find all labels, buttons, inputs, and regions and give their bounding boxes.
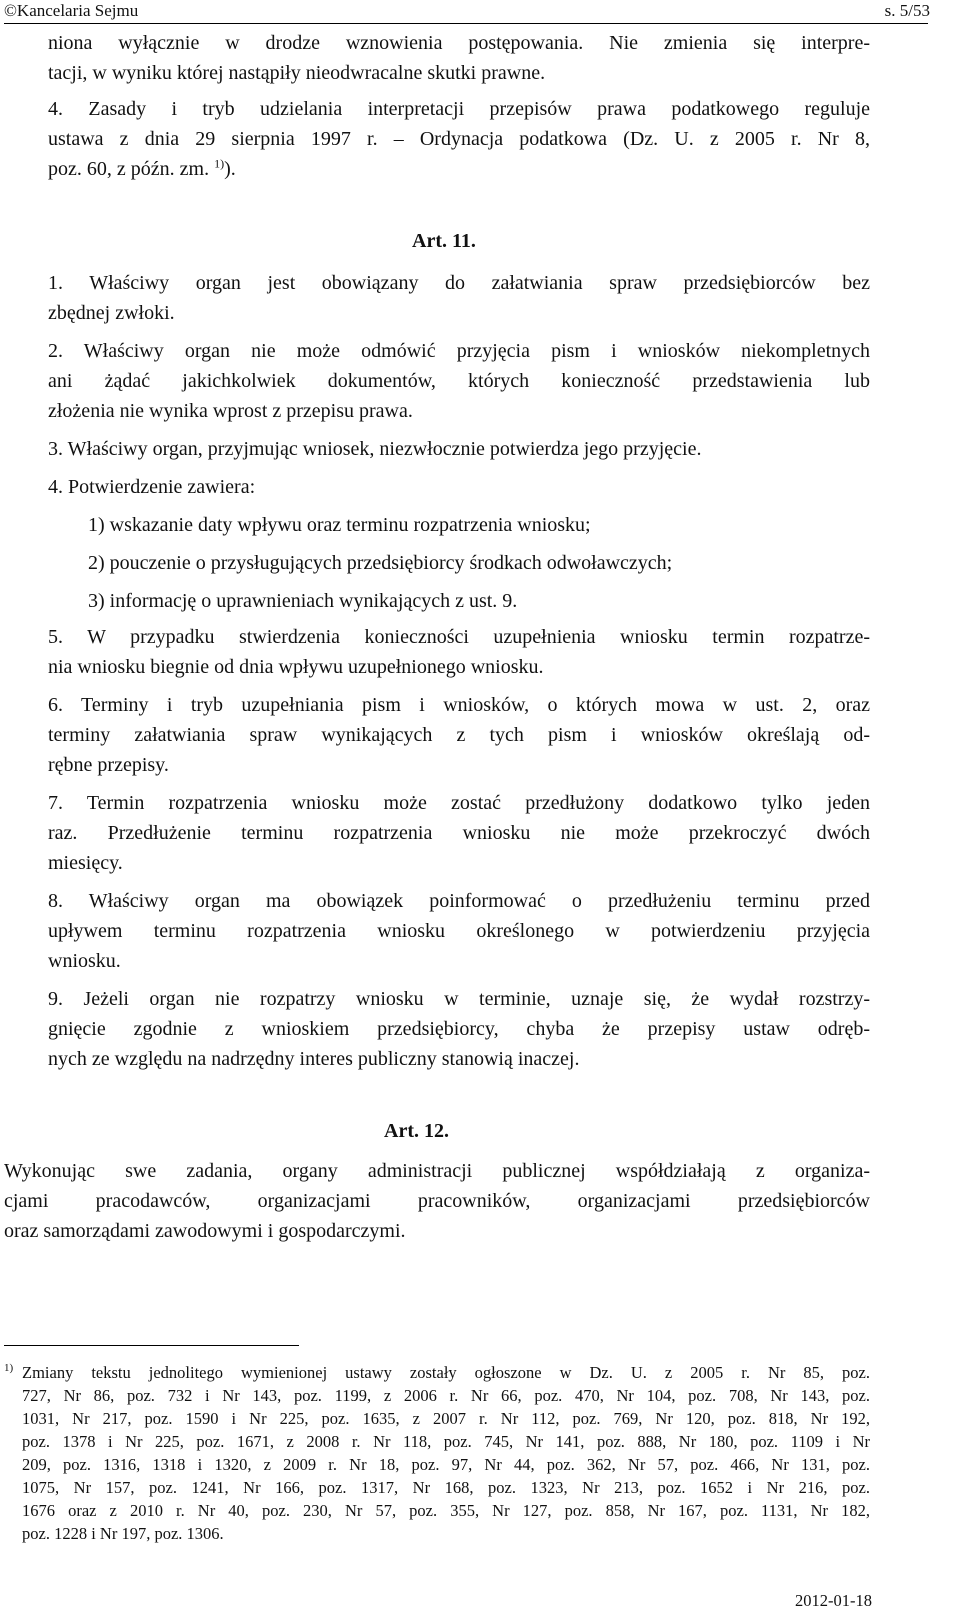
text-line: rębne przepisy.: [48, 754, 169, 776]
footnote-mark: 1): [4, 1362, 14, 1374]
text-line: zbędnej zwłoki.: [48, 302, 175, 324]
article-12-heading: Art. 12.: [384, 1120, 449, 1142]
text-line: wniosku.: [48, 950, 121, 972]
document-date: 2012-01-18: [795, 1591, 872, 1610]
text-line: 8. Właściwy organ ma obowiązek poinformować o przedłużeniu terminu przed: [48, 890, 870, 912]
footnote-line: 727, Nr 86, poz. 732 i Nr 143, poz. 1199, z 2006 r. Nr 66, poz. 470, Nr 104, poz. 708, Nr 143, poz.: [22, 1386, 870, 1405]
text-line: 3. Właściwy organ, przyjmując wniosek, niezwłocznie potwierdza jego przyjęcie.: [48, 438, 702, 460]
footnote-line: 209, poz. 1316, 1318 i 1320, z 2009 r. Nr 18, poz. 97, Nr 44, poz. 362, Nr 57, poz. 466, Nr 131, poz.: [22, 1455, 870, 1474]
text-line: upływem terminu rozpatrzenia wniosku określonego w potwierdzeniu przyjęcia: [48, 920, 870, 942]
text-line: gnięcie zgodnie z wnioskiem przedsiębiorcy, chyba że przepisy ustaw odręb-: [48, 1018, 870, 1040]
footnote-line: poz. 1228 i Nr 197, poz. 1306.: [22, 1524, 224, 1543]
text-line: niona wyłącznie w drodze wznowienia postępowania. Nie zmienia się interpre-: [48, 32, 870, 54]
footnote-line: 1075, Nr 157, poz. 1241, Nr 166, poz. 1317, Nr 168, poz. 1323, Nr 213, poz. 1652 i Nr 216, poz.: [22, 1478, 870, 1497]
text-line: 6. Terminy i tryb uzupełniania pism i wniosków, o których mowa w ust. 2, oraz: [48, 694, 870, 716]
header-divider: [4, 23, 928, 24]
text-line: złożenia nie wynika wprost z przepisu prawa.: [48, 400, 413, 422]
text-line: tacji, w wyniku której nastąpiły nieodwracalne skutki prawne.: [48, 62, 546, 84]
text-line: miesięcy.: [48, 852, 123, 874]
footnote-line: 1676 oraz z 2010 r. Nr 40, poz. 230, Nr 57, poz. 355, Nr 127, poz. 858, Nr 167, poz. 1131, Nr 182,: [22, 1501, 870, 1520]
footnote-line: 1031, Nr 217, poz. 1590 i Nr 225, poz. 1635, z 2007 r. Nr 112, poz. 769, Nr 120, poz. 818, Nr 192,: [22, 1409, 870, 1428]
text-line: oraz samorządami zawodowymi i gospodarczymi.: [4, 1220, 406, 1242]
text-line: nia wniosku biegnie od dnia wpływu uzupełnionego wniosku.: [48, 656, 544, 678]
article-11-heading: Art. 11.: [412, 230, 476, 252]
list-item: 3) informację o uprawnieniach wynikających z ust. 9.: [88, 590, 518, 612]
footnote-divider: [4, 1345, 299, 1346]
ref-close: ).: [224, 158, 236, 180]
text-line: terminy załatwiania spraw wynikających z tych pism i wniosków określają od-: [48, 724, 870, 746]
text-line: 2. Właściwy organ nie może odmówić przyjęcia pism i wniosków niekompletnych: [48, 340, 870, 362]
text-line: 7. Termin rozpatrzenia wniosku może zostać przedłużony dodatkowo tylko jeden: [48, 792, 870, 814]
text-line-with-footnote-ref: [48, 154, 870, 184]
text-line: 1. Właściwy organ jest obowiązany do załatwiania spraw przedsiębiorców bez: [48, 272, 870, 294]
text-line: Wykonując swe zadania, organy administracji publicznej współdziałają z organiza-: [4, 1160, 870, 1182]
text-line: 4. Potwierdzenie zawiera:: [48, 476, 256, 498]
text-line: 9. Jeżeli organ nie rozpatrzy wniosku w terminie, uznaje się, że wydał rozstrzy-: [48, 988, 870, 1010]
text-line: 5. W przypadku stwierdzenia konieczności uzupełnienia wniosku termin rozpatrze-: [48, 626, 870, 648]
footnote-line: poz. 1378 i Nr 225, poz. 1671, z 2008 r. Nr 118, poz. 745, Nr 141, poz. 888, Nr 180, poz. 1109 i Nr: [22, 1432, 870, 1451]
header-source: ©Kancelaria Sejmu: [4, 1, 139, 20]
text-line: ustawa z dnia 29 sierpnia 1997 r. – Ordynacja podatkowa (Dz. U. z 2005 r. Nr 8,: [48, 128, 870, 150]
text-line: ani żądać jakichkolwiek dokumentów, których konieczność przedstawienia lub: [48, 370, 870, 392]
footnote-line: Zmiany tekstu jednolitego wymienionej ustawy zostały ogłoszone w Dz. U. z 2005 r. Nr 85, poz.: [22, 1363, 870, 1382]
text-line: raz. Przedłużenie terminu rozpatrzenia wniosku nie może przekroczyć dwóch: [48, 822, 870, 844]
footnote-ref[interactable]: 1): [214, 156, 225, 171]
text-line: 4. Zasady i tryb udzielania interpretacji przepisów prawa podatkowego reguluje: [48, 98, 870, 120]
text-line: cjami pracodawców, organizacjami pracowników, organizacjami przedsiębiorców: [4, 1190, 870, 1212]
header-page-number: s. 5/53: [884, 1, 930, 20]
list-item: 1) wskazanie daty wpływu oraz terminu rozpatrzenia wniosku;: [88, 514, 591, 536]
ref-text: poz. 60, z późn. zm.: [48, 158, 210, 180]
list-item: 2) pouczenie o przysługujących przedsiębiorcy środkach odwoławczych;: [88, 552, 673, 574]
text-line: nych ze względu na nadrzędny interes publiczny stanowią inaczej.: [48, 1048, 580, 1070]
